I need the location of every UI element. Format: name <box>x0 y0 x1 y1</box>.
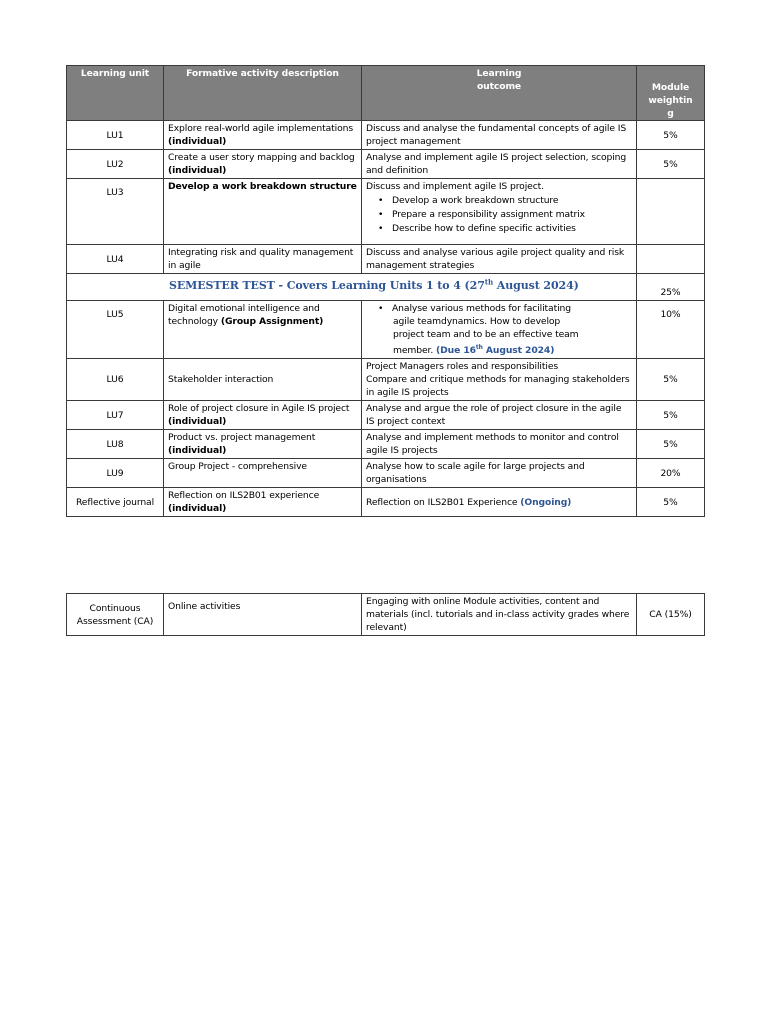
table-row <box>67 121 705 150</box>
table-header-row <box>67 66 705 121</box>
unit-cell: LU6 <box>67 359 164 401</box>
unit-cell: LU4 <box>67 245 164 274</box>
activity-cell: Create a user story mapping and backlog (individual) <box>164 150 362 179</box>
unit-cell: LU9 <box>67 459 164 488</box>
table-row <box>67 150 705 179</box>
list-item: • Describe how to define specific activities <box>392 222 632 235</box>
activity-cell: Digital emotional intelligence and technology (Group Assignment) <box>164 301 362 359</box>
weight-cell: 10% <box>637 301 705 359</box>
weight-cell: 5% <box>637 488 705 517</box>
unit-cell: LU8 <box>67 430 164 459</box>
table-row <box>67 401 705 430</box>
weight-cell: CA (15%) <box>637 594 705 636</box>
weight-cell: 20% <box>637 459 705 488</box>
weight-cell: 5% <box>637 150 705 179</box>
table-row <box>67 430 705 459</box>
list-item: • Analyse various methods for facilitating <box>392 302 632 315</box>
activity-cell: Group Project - comprehensive <box>164 459 362 488</box>
header-activity: Formative activity description <box>164 66 362 121</box>
table-row <box>67 301 705 359</box>
activity-cell: Integrating risk and quality management in agile <box>164 245 362 274</box>
activity-cell: Role of project closure in Agile IS project (individual) <box>164 401 362 430</box>
unit-cell: Reflective journal <box>67 488 164 517</box>
weight-cell <box>637 179 705 245</box>
header-learning-unit: Learning unit <box>67 66 164 121</box>
activity-cell: Reflection on ILS2B01 experience (individual) <box>164 488 362 517</box>
outcome-cell: Engaging with online Module activities, content and materials (incl. tutorials and in-class activity grades where relevant) <box>362 594 637 636</box>
semester-test-row <box>67 274 705 301</box>
activity-cell: Online activities <box>164 594 362 636</box>
unit-cell: LU7 <box>67 401 164 430</box>
table-row <box>67 459 705 488</box>
activity-cell: Explore real-world agile implementations (individual) <box>164 121 362 150</box>
outcome-cell: Discuss and analyse various agile project quality and risk management strategies <box>362 245 637 274</box>
weight-cell: 5% <box>637 430 705 459</box>
continuous-assessment-table <box>66 593 705 636</box>
outcome-cell: Discuss and analyse the fundamental concepts of agile IS project management <box>362 121 637 150</box>
weight-cell: 5% <box>637 121 705 150</box>
semester-test-weight: 25% <box>637 274 705 301</box>
weight-cell: 5% <box>637 359 705 401</box>
table-row <box>67 359 705 401</box>
outcome-cell: Project Managers roles and responsibilities Compare and critique methods for managing stakeholders in agile IS projects <box>362 359 637 401</box>
activity-cell: Stakeholder interaction <box>164 359 362 401</box>
outcome-cell: Analyse and argue the role of project closure in the agile IS project context <box>362 401 637 430</box>
activity-cell: Develop a work breakdown structure <box>164 179 362 245</box>
weight-cell <box>637 245 705 274</box>
table-row <box>67 179 705 245</box>
semester-test-label: SEMESTER TEST - Covers Learning Units 1 to 4 (27th August 2024) <box>67 274 637 301</box>
outcome-bullet-list <box>366 194 632 235</box>
outcome-cell: Analyse and implement methods to monitor and control agile IS projects <box>362 430 637 459</box>
list-item: • Prepare a responsibility assignment matrix <box>392 208 632 221</box>
ongoing-tag: (Ongoing) <box>520 496 572 508</box>
unit-cell: LU2 <box>67 150 164 179</box>
header-module-weighting: Module weightin g <box>637 66 705 121</box>
unit-cell: LU5 <box>67 301 164 359</box>
unit-cell: LU3 <box>67 179 164 245</box>
list-item: • Develop a work breakdown structure <box>392 194 632 207</box>
outcome-cell: • Analyse various methods for facilitating agile teamdynamics. How to develop project team and to be an effective team member. (Due 16th August 2024) <box>362 301 637 359</box>
table-row <box>67 594 705 636</box>
module-assessment-table <box>66 65 705 517</box>
unit-cell: LU1 <box>67 121 164 150</box>
table-row <box>67 245 705 274</box>
table-row <box>67 488 705 517</box>
outcome-cell: Reflection on ILS2B01 Experience (Ongoing) <box>362 488 637 517</box>
due-date-note: (Due 16th August 2024) <box>436 344 555 357</box>
outcome-cell: Analyse how to scale agile for large projects and organisations <box>362 459 637 488</box>
unit-cell: Continuous Assessment (CA) <box>67 594 164 636</box>
weight-cell: 5% <box>637 401 705 430</box>
outcome-cell: Discuss and implement agile IS project. • Develop a work breakdown structure • Prepare a responsibility assignment matrix • Describe how to define specific activities <box>362 179 637 245</box>
activity-cell: Product vs. project management (individual) <box>164 430 362 459</box>
outcome-cell: Analyse and implement agile IS project selection, scoping and definition <box>362 150 637 179</box>
header-learning-outcome: Learning outcome <box>362 66 637 121</box>
